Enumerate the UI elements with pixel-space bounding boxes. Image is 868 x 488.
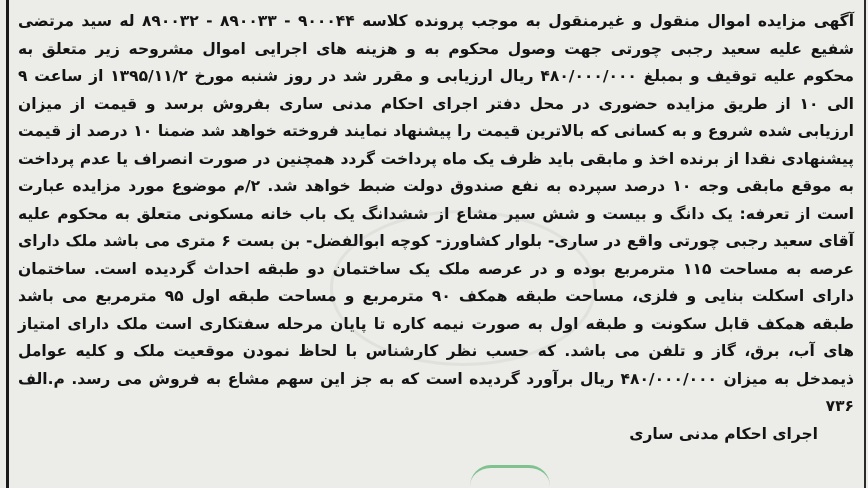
auction-notice-text: آگهی مزایده اموال منقول و غیرمنقول به موجب پرونده کلاسه ۹۰۰۰۴۴ - ۸۹۰۰۳۳ - ۸۹۰۰۳۲ له سید مرتضی شفیع علیه سعید رجبی چورتی جهت وصول محکوم به و هزینه های اجرایی اموال مشروحه زیر متعلق به محکوم علیه توقیف و بمبلغ ۴۸۰/۰۰۰/۰۰۰ ریال ارزیابی و مقرر شد در روز شنبه مورخ ۱۳۹۵/۱۱/۲ از ساعت ۹ الی ۱۰ از طریق مزایده حضوری در محل دفتر اجرای احکام مدنی ساری بفروش برسد و قیمت از میزان ارزیابی شده شروع و به کسانی که بالاترین قیمت را پیشنهاد نمایند فروخته خواهد شد ضمنا ۱۰ درصد از قیمت پیشنهادی نقدا از برنده اخذ و مابقی باید ظرف یک ماه پرداخت گردد همچنین در صورت انصراف یا عدم پرداخت به موقع مابقی وجه ۱۰ درصد سپرده به نفع صندوق دولت ضبط خواهد شد. ۲/م موضوع مورد مزایده عبارت است از تعرفه: یک دانگ و بیست و شش سیر مشاع از ششدانگ یک باب خانه مسکونی متعلق به محکوم علیه آقای سعید رجبی چورتی واقع در ساری- بلوار کشاورز- کوچه ابوالفضل- بن بست ۶ متری می باشد ملک دارای عرصه به مساحت ۱۱۵ مترمربع بوده و در عرصه ملک یک ساختمان دو طبقه احداث گردیده است. ساختمان دارای اسکلت بنایی و فلزی، مساحت طبقه همکف ۹۰ مترمربع و مساحت طبقه اول ۹۵ مترمربع می باشد طبقه همکف قابل سکونت و طبقه اول به صورت نیمه کاره تا پایان مرحله سفتکاری است ملک دارای امتیاز های آب، برق، گاز و تلفن می باشد. که حسب نظر کارشناس با لحاظ نمودن موقعیت ملک و کلیه عوامل ذیمدخل به میزان ۴۸۰/۰۰۰/۰۰۰ ریال برآورد گردیده است که به جز این سهم مشاع به فروش می رسد. م.الف ۷۳۶	[18, 12, 855, 415]
column-rule-right	[864, 0, 866, 488]
issuing-office-signature: اجرای احکام مدنی ساری	[629, 424, 818, 443]
column-rule-left	[6, 0, 9, 488]
green-stamp-mark	[470, 465, 550, 486]
